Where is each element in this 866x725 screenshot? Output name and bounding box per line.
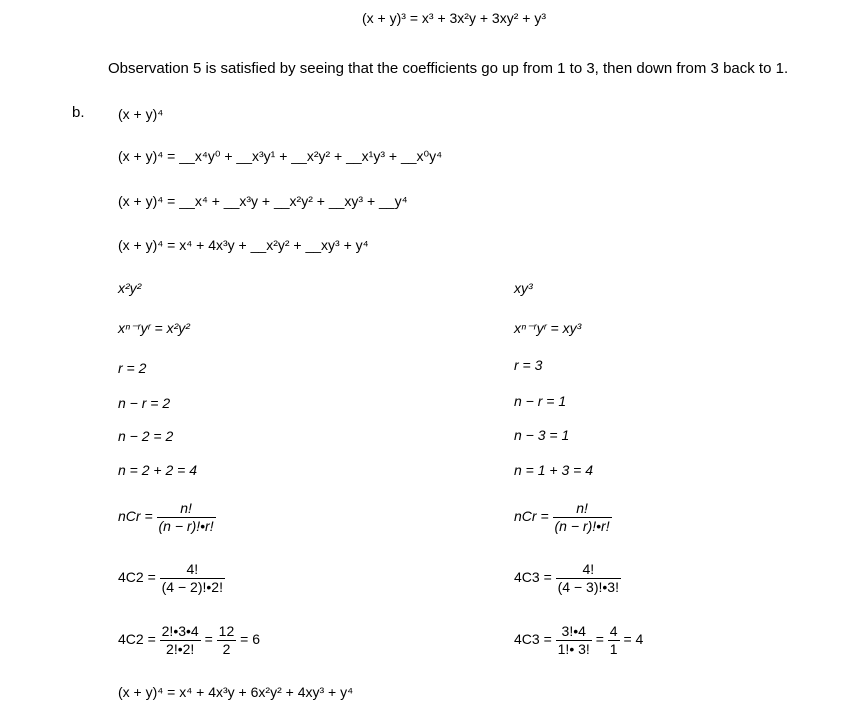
left-r-eq: r = 2: [118, 360, 147, 376]
observation-text: Observation 5 is satisfied by seeing that the coefficients go up from 1 to 3, then down from 3 back to 1.: [108, 60, 789, 77]
right-c3-den: (4 − 3)!•3!: [557, 579, 619, 595]
right-comb-num: n!: [553, 500, 612, 518]
left-line-2: (x + y)⁴ = __x⁴y⁰ + __x³y¹ + __x²y² + __x¹y³ + __x⁰y⁴: [118, 148, 443, 164]
left-c2b-num2: 12: [218, 623, 235, 639]
left-c2b-num: 2!•3•4: [161, 623, 199, 639]
left-c2b-lhs: 4C2 =: [118, 631, 156, 648]
right-term-eq: xⁿ⁻ʳyʳ = xy³: [514, 320, 582, 336]
left-n-eq: n = 2 + 2 = 4: [118, 462, 198, 478]
left-comb-den: (n − r)!•r!: [158, 518, 214, 534]
left-c2-num: 4!: [160, 561, 225, 579]
left-c2-fraction: [160, 561, 225, 596]
left-n-minus-r: n − r = 2: [118, 395, 171, 411]
left-line-3: (x + y)⁴ = __x⁴ + __x³y + __x²y² + __xy³ + __y⁴: [118, 193, 408, 209]
left-term-eq: xⁿ⁻ʳyʳ = x²y²: [118, 320, 190, 336]
right-comb-lhs: nCr =: [514, 508, 549, 525]
right-n-minus-val: n − 3 = 1: [514, 427, 570, 443]
left-c2b-den: 2!•2!: [166, 641, 195, 657]
right-c3-formula: [514, 561, 621, 596]
left-line-1: (x + y)⁴: [118, 106, 164, 122]
left-c2b-eq-sign: =: [204, 631, 213, 648]
left-c2b-fraction2: [217, 623, 237, 658]
right-term: xy³: [514, 280, 533, 296]
right-comb-den: (n − r)!•r!: [554, 518, 610, 534]
left-n-minus-val: n − 2 = 2: [118, 428, 174, 444]
left-c2b-result: = 6: [240, 631, 260, 648]
right-c3b-fraction2: [608, 623, 620, 658]
right-c3b-eq-sign: =: [595, 631, 604, 648]
left-c2-formula: [118, 561, 225, 596]
right-c3b-formula: [514, 623, 643, 658]
right-c3-lhs: 4C3 =: [514, 569, 552, 586]
right-comb-formula: [514, 500, 612, 535]
left-c2b-den2: 2: [222, 641, 231, 657]
cube-expansion: [362, 10, 546, 26]
right-r-eq: r = 3: [514, 357, 543, 373]
left-c2-lhs: 4C2 =: [118, 569, 156, 586]
left-c2-den: (4 − 2)!•2!: [161, 579, 223, 595]
right-c3b-den2: 1: [609, 641, 618, 657]
final-expansion: (x + y)⁴ = x⁴ + 4x³y + 6x²y² + 4xy³ + y⁴: [118, 684, 354, 700]
left-c2b-fraction: [160, 623, 201, 658]
right-c3-fraction: [556, 561, 621, 596]
right-c3b-num2: 4: [609, 623, 618, 639]
right-c3b-num: 3!•4: [556, 623, 592, 641]
part-label: b.: [72, 104, 85, 121]
left-c2b-formula: [118, 623, 260, 658]
right-n-eq: n = 1 + 3 = 4: [514, 462, 594, 478]
right-c3b-result: = 4: [623, 631, 644, 648]
left-comb-fraction: [157, 500, 216, 535]
left-term: x²y²: [118, 280, 142, 296]
right-c3b-lhs: 4C3 =: [514, 631, 552, 648]
right-c3b-fraction: [556, 623, 592, 658]
left-comb-lhs: nCr =: [118, 508, 153, 525]
right-c3b-den: 1!• 3!: [557, 641, 590, 657]
right-c3-num: 4!: [556, 561, 621, 579]
right-n-minus-r: n − r = 1: [514, 393, 567, 409]
cube-expansion-text: (x + y)³ = x³ + 3x²y + 3xy² + y³: [362, 10, 546, 26]
right-comb-fraction: [553, 500, 612, 535]
left-comb-formula: [118, 500, 216, 535]
left-comb-num: n!: [157, 500, 216, 518]
left-line-4: (x + y)⁴ = x⁴ + 4x³y + __x²y² + __xy³ + y⁴: [118, 237, 369, 253]
